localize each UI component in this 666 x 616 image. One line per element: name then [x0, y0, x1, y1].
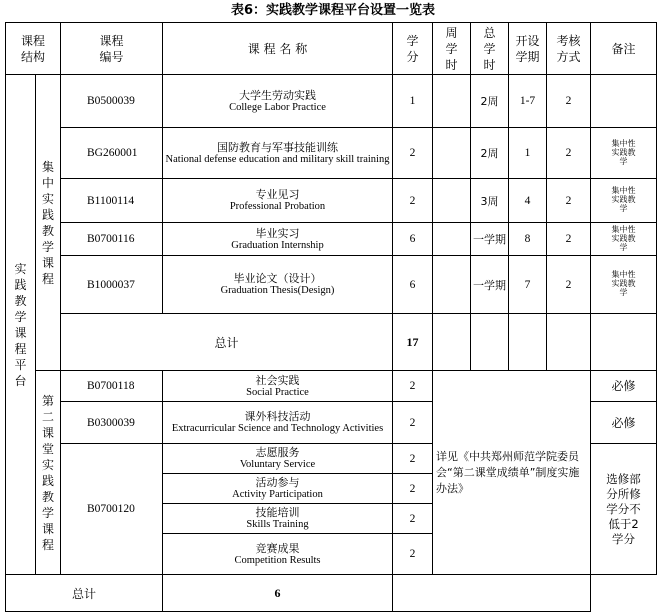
header-structure: 课程结构: [6, 23, 61, 75]
course-code: B1100114: [61, 179, 163, 223]
total-value: 17: [393, 314, 433, 371]
course-code: B0700118: [61, 371, 163, 402]
course-semester: 4: [509, 179, 547, 223]
empty-cell: [471, 314, 509, 371]
course-name: 国防教育与军事技能训练 National defense education and military skill training: [163, 128, 393, 179]
course-credits: 2: [393, 402, 433, 444]
course-assessment: 2: [547, 179, 591, 223]
table-row: [6, 223, 657, 256]
header-total-hours: 总学时: [471, 23, 509, 75]
course-credits: 6: [393, 256, 433, 314]
course-code: B1000037: [61, 256, 163, 314]
total-row: [6, 314, 657, 371]
course-credits: 2: [393, 371, 433, 402]
course-code: B0700116: [61, 223, 163, 256]
platform-cell: 实践教学课程平台: [6, 75, 36, 575]
course-semester: 7: [509, 256, 547, 314]
group-label-concentrated: 集中实践教学课程: [36, 75, 61, 371]
total-label: 总计: [6, 575, 163, 612]
header-assessment: 考核方式: [547, 23, 591, 75]
course-note: 集中性实践教学: [591, 256, 657, 314]
course-name: 毕业实习 Graduation Internship: [163, 223, 393, 256]
header-weekly-hours: 周学时: [433, 23, 471, 75]
table-row: [6, 75, 657, 128]
course-name: 专业见习 Professional Probation: [163, 179, 393, 223]
course-weekly-hours: [433, 75, 471, 128]
course-name: 大学生劳动实践 College Labor Practice: [163, 75, 393, 128]
table-row: [6, 256, 657, 314]
course-name: 竞赛成果 Competition Results: [163, 534, 393, 575]
empty-cell: [509, 314, 547, 371]
course-code: B0300039: [61, 402, 163, 444]
course-note: [591, 75, 657, 128]
empty-cell: [547, 314, 591, 371]
course-credits: 2: [393, 504, 433, 534]
course-credits: 2: [393, 179, 433, 223]
course-name: 活动参与 Activity Participation: [163, 474, 393, 504]
course-code: B0700120: [61, 444, 163, 575]
empty-cell: [393, 575, 591, 612]
course-assessment: 2: [547, 75, 591, 128]
course-note: 必修: [591, 402, 657, 444]
course-assessment: 2: [547, 128, 591, 179]
course-name: 志愿服务 Voluntary Service: [163, 444, 393, 474]
empty-cell: [591, 314, 657, 371]
course-total-hours: 一学期: [471, 256, 509, 314]
course-semester: 1: [509, 128, 547, 179]
table-row: [6, 128, 657, 179]
course-credits: 6: [393, 223, 433, 256]
header-notes: 备注: [591, 23, 657, 75]
course-credits: 2: [393, 534, 433, 575]
course-weekly-hours: [433, 223, 471, 256]
course-weekly-hours: [433, 179, 471, 223]
empty-cell: [433, 314, 471, 371]
course-weekly-hours: [433, 128, 471, 179]
total-value: 6: [163, 575, 393, 612]
course-name: 社会实践 Social Practice: [163, 371, 393, 402]
header-row: [6, 23, 657, 75]
total-row: [6, 575, 657, 612]
course-total-hours: 2周: [471, 128, 509, 179]
course-note: 集中性实践教学: [591, 179, 657, 223]
course-note: 必修: [591, 371, 657, 402]
header-semester: 开设学期: [509, 23, 547, 75]
header-code: 课程编号: [61, 23, 163, 75]
table-caption: 表6：实践教学课程平台设置一览表: [230, 3, 436, 18]
practice-course-table: [5, 22, 657, 612]
header-name: 课 程 名 称: [163, 23, 393, 75]
course-semester: 1-7: [509, 75, 547, 128]
table-row: [6, 179, 657, 223]
course-total-hours: 一学期: [471, 223, 509, 256]
course-code: BG260001: [61, 128, 163, 179]
header-credits: 学分: [393, 23, 433, 75]
group-label-second-classroom: 第二课堂实践教学课程: [36, 371, 61, 575]
course-code: B0500039: [61, 75, 163, 128]
course-weekly-hours: [433, 256, 471, 314]
course-name: 毕业论文（设计） Graduation Thesis(Design): [163, 256, 393, 314]
course-total-hours: 2周: [471, 75, 509, 128]
course-credits: 2: [393, 444, 433, 474]
elective-note: 选修部分所修学分不低于2学分: [591, 444, 657, 575]
second-classroom-detail: 详见《中共郑州师范学院委员会“第二课堂成绩单”制度实施办法》: [433, 371, 591, 575]
table-row: [6, 371, 657, 402]
total-label: 总计: [61, 314, 393, 371]
course-name: 技能培训 Skills Training: [163, 504, 393, 534]
course-assessment: 2: [547, 223, 591, 256]
course-credits: 2: [393, 474, 433, 504]
course-name: 课外科技活动 Extracurricular Science and Technology Activities: [163, 402, 393, 444]
course-note: 集中性实践教学: [591, 128, 657, 179]
course-total-hours: 3周: [471, 179, 509, 223]
course-semester: 8: [509, 223, 547, 256]
course-assessment: 2: [547, 256, 591, 314]
course-note: 集中性实践教学: [591, 223, 657, 256]
course-credits: 1: [393, 75, 433, 128]
course-credits: 2: [393, 128, 433, 179]
